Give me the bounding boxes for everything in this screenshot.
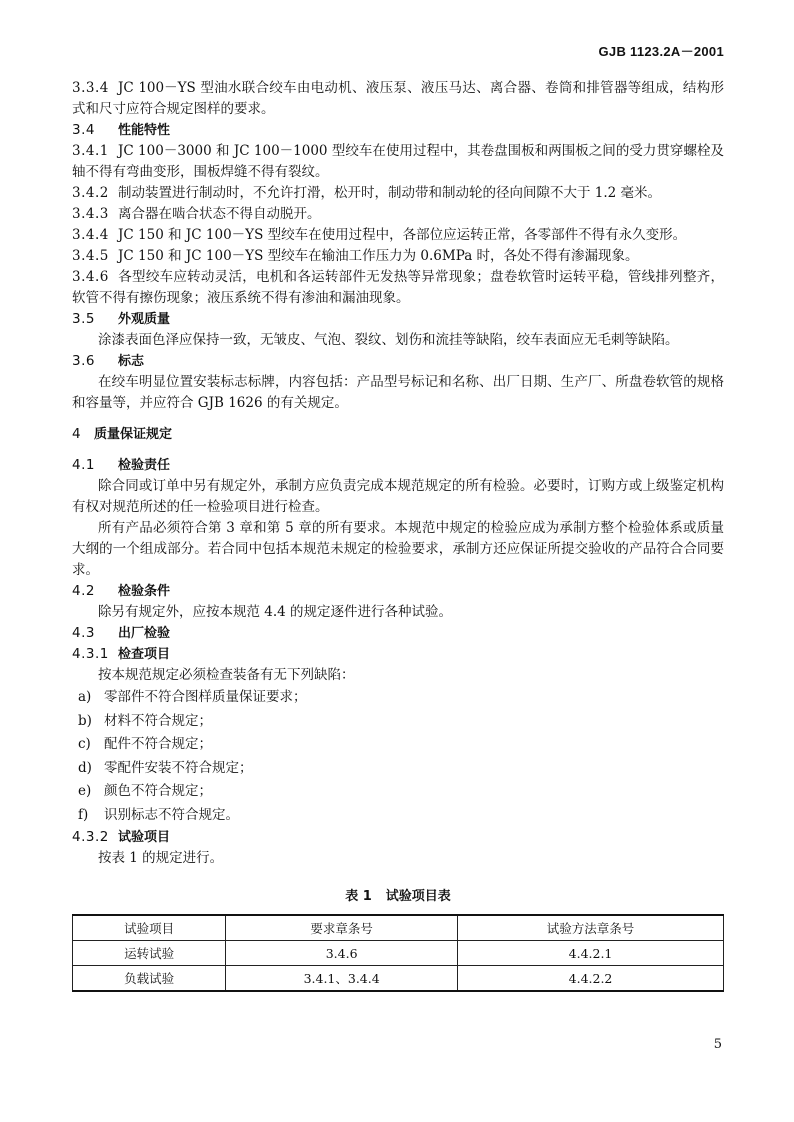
heading-4-3-1 — [72, 644, 724, 665]
clause-3-3-4 — [72, 78, 724, 120]
list-item-text: 识别标志不符合规定。 — [104, 806, 239, 823]
paragraph-test-items: 按表 1 的规定进行。 — [98, 850, 224, 866]
clause-3-4-6 — [72, 267, 724, 309]
table-caption-number: 表 1 — [345, 889, 372, 904]
heading-title: 标志 — [118, 354, 145, 369]
clause-number: 3.4.1 — [72, 143, 109, 159]
paragraph-appearance: 涂漆表面色泽应保持一致，无皱皮、气泡、裂纹、划伤和流挂等缺陷，绞车表面应无毛刺等缺陷。 — [98, 332, 679, 348]
clause-3-4-5 — [72, 246, 724, 267]
table-cell: 4.4.2.2 — [458, 966, 724, 992]
list-item-label: c) — [78, 736, 91, 752]
heading-number: 4.3 — [72, 625, 95, 641]
clause-text: JC 100－YS 型油水联合绞车由电动机、液压泵、液压马达、离合器、卷筒和排管器等组成，结构形式和尺寸应符合规定图样的要求。 — [72, 80, 724, 117]
clause-text: JC 150 和 JC 100－YS 型绞车在输油工作压力为 0.6MPa 时，各处不得有渗漏现象。 — [118, 248, 639, 264]
list-item — [72, 780, 724, 804]
table-caption-title: 试验项目表 — [385, 889, 451, 904]
clause-number: 3.4.2 — [72, 185, 109, 201]
clause-text: 制动装置进行制动时，不允许打滑，松开时，制动带和制动轮的径向间隙不大于 1.2 毫米。 — [118, 185, 662, 201]
table-cell: 4.4.2.1 — [458, 941, 724, 966]
list-item-label: d) — [78, 759, 92, 776]
table-cell: 3.4.1、3.4.4 — [226, 966, 458, 992]
heading-number: 4.3.2 — [72, 829, 109, 845]
chapter-number: 4 — [72, 426, 82, 442]
table-cell: 负载试验 — [73, 966, 226, 992]
clause-3-4-2 — [72, 183, 724, 204]
list-item — [72, 733, 724, 757]
clause-text: JC 100－3000 和 JC 100－1000 型绞车在使用过程中，其卷盘围板和两围板之间的受力贯穿螺栓及轴不得有弯曲变形，围板焊缝不得有裂纹。 — [72, 143, 724, 180]
list-item — [72, 757, 724, 781]
table-cell: 3.4.6 — [226, 941, 458, 966]
table-row — [73, 966, 724, 992]
table-header-row — [73, 915, 724, 941]
clause-text: 各型绞车应转动灵活，电机和各运转部件无发热等异常现象；盘卷软管时运转平稳，管线排列整齐，软管不得有擦伤现象；液压系统不得有渗油和漏油现象。 — [72, 269, 724, 306]
heading-title: 试验项目 — [118, 830, 171, 845]
list-item-label: e) — [78, 783, 92, 799]
heading-number: 3.4 — [72, 122, 95, 138]
clause-3-4-1 — [72, 141, 724, 183]
heading-number: 3.5 — [72, 311, 95, 327]
table-cell: 运转试验 — [73, 941, 226, 966]
paragraph-inspection-responsibility-1: 除合同或订单中另有规定外，承制方应负责完成本规范规定的所有检验。必要时，订购方或上级鉴定机构有权对规范所述的任一检验项目进行检查。 — [72, 478, 724, 515]
list-item-label: b) — [78, 712, 92, 729]
heading-title: 外观质量 — [118, 312, 171, 327]
list-item-label: f) — [78, 806, 89, 823]
table-row — [73, 941, 724, 966]
clause-number: 3.4.5 — [72, 248, 109, 264]
clause-3-4-3 — [72, 204, 724, 225]
table-header-cell: 要求章条号 — [226, 915, 458, 941]
heading-4-2 — [72, 581, 724, 602]
heading-3-6 — [72, 351, 724, 372]
list-item-text: 零部件不符合图样质量保证要求； — [104, 689, 307, 705]
defect-list — [72, 686, 724, 827]
list-item-text: 零配件安装不符合规定； — [104, 759, 253, 776]
paragraph-marking: 在绞车明显位置安装标志标牌，内容包括：产品型号标记和名称、出厂日期、生产厂、所盘卷软管的规格和容量等，并应符合 GJB 1626 的有关规定。 — [72, 374, 724, 411]
heading-title: 出厂检验 — [118, 626, 171, 641]
heading-number: 4.1 — [72, 457, 95, 473]
heading-number: 4.3.1 — [72, 646, 109, 662]
clause-text: JC 150 和 JC 100－YS 型绞车在使用过程中，各部位应运转正常，各零部件不得有永久变形。 — [118, 227, 687, 243]
heading-title: 检验责任 — [118, 458, 171, 473]
heading-3-5 — [72, 309, 724, 330]
clause-3-4-4 — [72, 225, 724, 246]
clause-number: 3.4.4 — [72, 227, 109, 243]
list-item-text: 颜色不符合规定； — [104, 783, 212, 799]
page-content — [72, 78, 724, 992]
test-items-table — [72, 914, 724, 992]
table-caption — [72, 885, 724, 904]
clause-text: 离合器在啮合状态不得自动脱开。 — [118, 206, 321, 222]
list-item — [72, 686, 724, 710]
heading-4-1 — [72, 455, 724, 476]
table-header-cell: 试验方法章条号 — [458, 915, 724, 941]
clause-number: 3.4.3 — [72, 206, 109, 222]
paragraph-inspection-conditions: 除另有规定外，应按本规范 4.4 的规定逐件进行各种试验。 — [98, 604, 453, 620]
chapter-4-heading — [72, 424, 724, 445]
clause-number: 3.4.6 — [72, 269, 109, 285]
paragraph-check-items-intro: 按本规范规定必须检查装备有无下列缺陷： — [98, 667, 355, 683]
list-item-text: 材料不符合规定； — [104, 712, 212, 729]
table-header-cell: 试验项目 — [73, 915, 226, 941]
heading-4-3 — [72, 623, 724, 644]
page-number: 5 — [713, 1037, 722, 1052]
chapter-title: 质量保证规定 — [94, 427, 173, 442]
document-code: GJB 1123.2A－2001 — [598, 44, 724, 59]
list-item-text: 配件不符合规定； — [104, 736, 212, 752]
list-item — [72, 804, 724, 828]
list-item — [72, 710, 724, 734]
clause-number: 3.3.4 — [72, 80, 109, 96]
heading-title: 性能特性 — [118, 123, 171, 138]
heading-4-3-2 — [72, 827, 724, 848]
heading-3-4 — [72, 120, 724, 141]
list-item-label: a) — [78, 689, 92, 705]
heading-title: 检验条件 — [118, 584, 171, 599]
heading-number: 4.2 — [72, 583, 95, 599]
heading-title: 检查项目 — [118, 647, 171, 662]
paragraph-inspection-responsibility-2: 所有产品必须符合第 3 章和第 5 章的所有要求。本规范中规定的检验应成为承制方整个检验体系或质量大纲的一个组成部分。若合同中包括本规范未规定的检验要求，承制方还应保证所提交验收的产品符合合同要求。 — [72, 520, 724, 578]
heading-number: 3.6 — [72, 353, 95, 369]
